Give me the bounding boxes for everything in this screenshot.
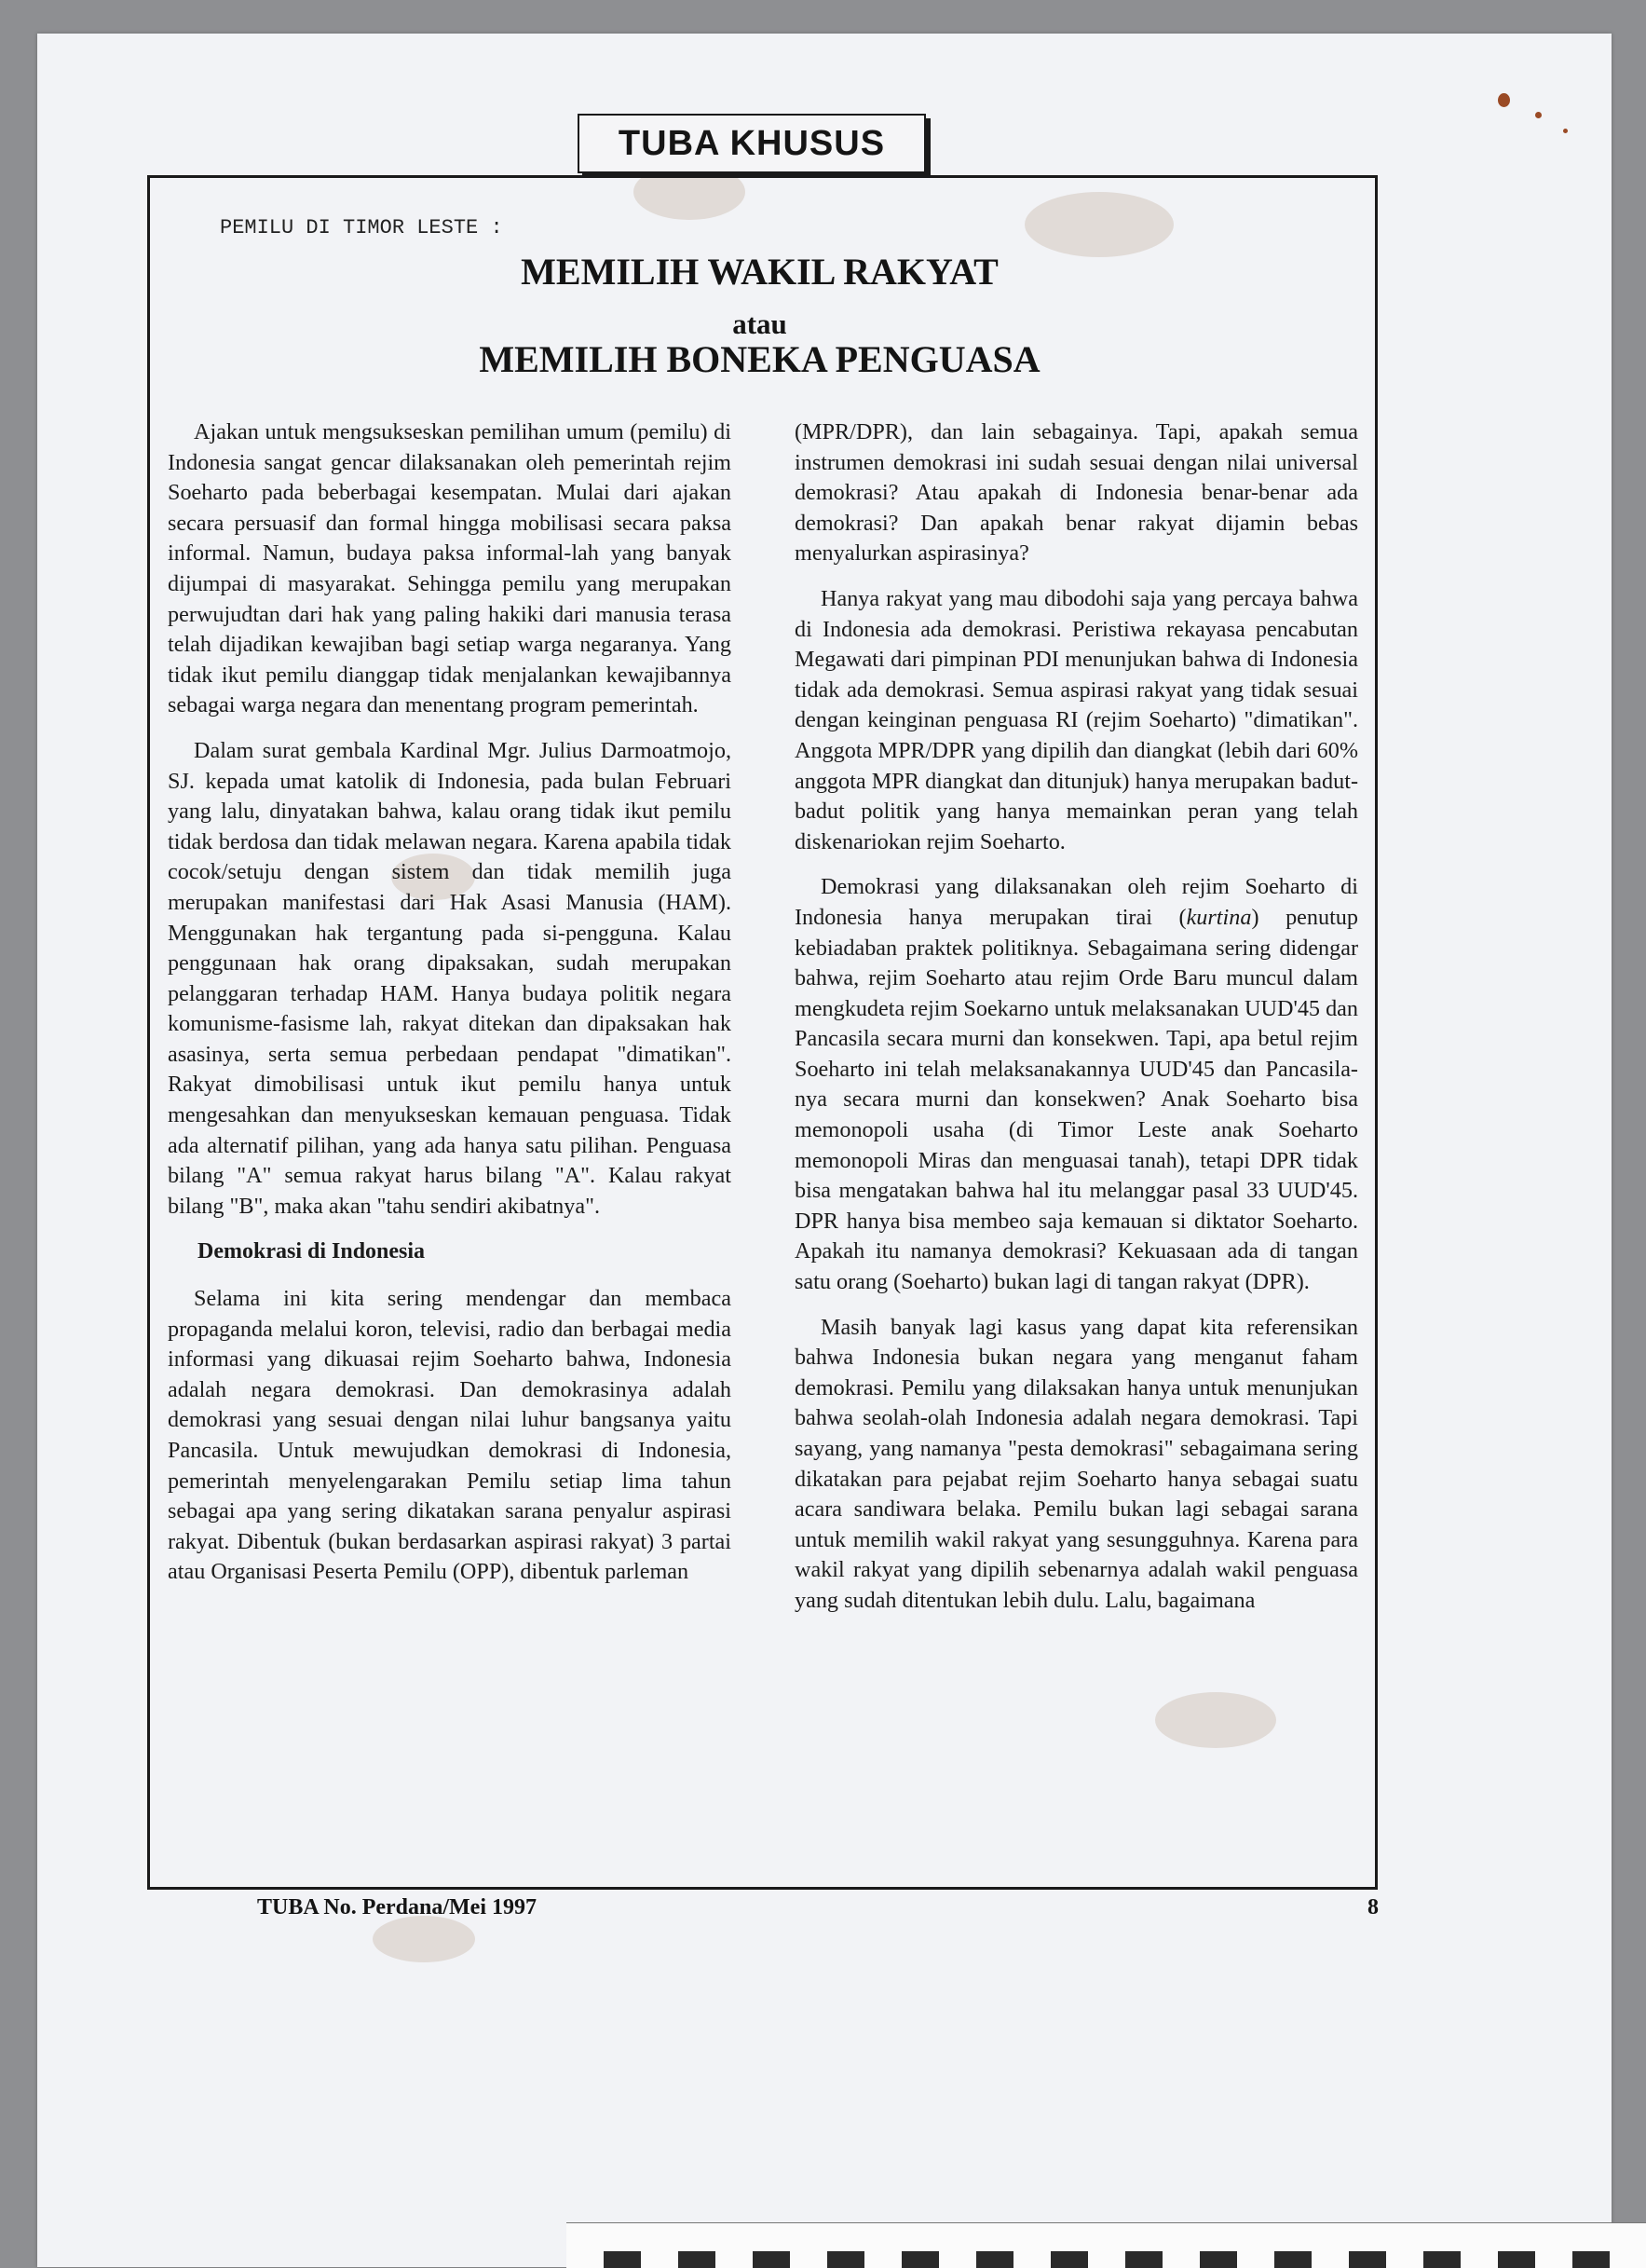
headline-line-1: MEMILIH WAKIL RAKYAT bbox=[521, 251, 999, 293]
ink-spot bbox=[1563, 129, 1568, 133]
paragraph: Selama ini kita sering mendengar dan membaca propaganda melalui koron, televisi, radio dan berbagai media informasi yang dikuasai rejim Soeharto bahwa, Indonesia adalah negara demokrasi. Dan demokrasinya adalah demokrasi yang sesuai dengan nilai luhur bangsanya yaitu Pancasila. Untuk mewujudkan demokrasi di Indonesia, pemerintah menyelengarakan Pemilu setiap lima tahun sebagai apa yang sering dikatakan sarana penyalur aspirasi rakyat. Dibentuk (bukan berdasarkan aspirasi rakyat) 3 partai atau Organisasi Peserta Pemilu (OPP), dibentuk parleman bbox=[168, 1286, 731, 1585]
paragraph: Ajakan untuk mengsukseskan pemilihan umum (pemilu) di Indonesia sangat gencar dilaksanakan oleh pemerintah rejim Soeharto pada beberbagai kesempatan. Mulai dari ajakan secara persuasif dan formal hingga mobilisasi secara paksa informal. Namun, budaya paksa informal-lah yang banyak dijumpai di masyarakat. Sehingga pemilu yang merupakan perwujudtan dari hak yang paling hakiki dari manusia terasa telah dijadikan kewajiban bagi setiap warga negaranya. Yang tidak ikut pemilu dianggap tidak menjalankan kewajibannya sebagai warga negara dan menentang program pemerintah. bbox=[168, 419, 731, 718]
paragraph: Dalam surat gembala Kardinal Mgr. Julius Darmoatmojo, SJ. kepada umat katolik di Indonesia, pada bulan Februari yang lalu, dinyatakan bahwa, kalau orang tidak ikut pemilu tidak berdosa dan tidak melawan negara. Karena apabila tidak cocok/setuju dengan sistem dan tidak memilih juga merupakan manifestasi dari Hak Asasi Manusia (HAM). Menggunakan hak tergantung pada si-pengguna. Kalau penggunaan hak orang dipaksakan, sudah merupakan pelanggaran terhadap HAM. Hanya budaya politik negara komunisme-fasisme lah, rakyat ditekan dan dipaksakan hak asasinya, serta semua perbedaan pendapat "dimatikan". Rakyat dimobilisasi untuk ikut pemilu hanya untuk mengesahkan dan menyukseskan kemauan penguasa. Tidak ada alternatif pilihan, yang ada hanya satu pilihan. Penguasa bilang "A" semua rakyat harus bilang "A". Kalau rakyat bilang "B", maka akan "tahu sendiri akibatnya". bbox=[168, 737, 731, 1219]
paragraph-text: Demokrasi yang dilaksanakan oleh rejim Soeharto di Indonesia hanya merupakan tirai ( bbox=[795, 874, 1358, 930]
article-kicker: PEMILU DI TIMOR LESTE : bbox=[220, 216, 503, 239]
headline-line-2: atau bbox=[732, 307, 787, 340]
page-number: 8 bbox=[1367, 1895, 1379, 1920]
issue-footer: TUBA No. Perdana/Mei 1997 bbox=[257, 1895, 537, 1920]
ink-spot bbox=[1535, 112, 1542, 118]
italic-term: kurtina bbox=[1186, 904, 1252, 930]
scale-ruler bbox=[566, 2222, 1646, 2268]
paragraph: (MPR/DPR), dan lain sebagainya. Tapi, apakah semua instrumen demokrasi ini sudah sesuai dengan nilai universal demokrasi? Atau apakah di Indonesia benar-benar ada demokrasi? Dan apakah benar rakyat dijamin bebas menyalurkan aspirasinya? bbox=[795, 419, 1358, 567]
paragraph-text: ) penutup kebiadaban praktek politiknya. Sebagaimana sering didengar bahwa, rejim Soeharto atau rejim Orde Baru muncul dalam mengkudeta rejim Soekarno untuk melaksanakan UUD'45 dan Pancasila secara murni dan konsekwen. Tapi, apa betul rejim Soeharto ini telah melaksanakannya UUD'45 dan Pancasila-nya secara murni dan konsekwen? Anak Soeharto bisa memonopoli usaha (di Timor Leste anak Soeharto memonopoli Miras dan menguasai tanah), tetapi DPR tidak bisa mengatakan bahwa hal itu melanggar pasal 33 UUD'45. DPR hanya bisa membeo saja kemauan si diktator Soeharto. Apakah itu namanya demokrasi? Kekuasaan ada di tangan satu orang (Soeharto) bukan lagi di tangan rakyat (DPR). bbox=[795, 904, 1358, 1295]
paragraph: Masih banyak lagi kasus yang dapat kita referensikan bahwa Indonesia bukan negara yang menganut faham demokrasi. Pemilu yang dilaksakan hanya untuk menunjukan bahwa seolah-olah Indonesia adalah negara demokrasi. Tapi sayang, yang namanya "pesta demokrasi" sebagaimana sering dikatakan para pejabat rejim Soeharto hanya sebagai suatu acara sandiwara belaka. Pemilu bukan lagi sebagai sarana untuk memilih wakil rakyat yang sesungguhnya. Karena para wakil rakyat yang dipilih sebenarnya adalah wakil penguasa yang sudah ditentukan lebih dulu. Lalu, bagaimana bbox=[795, 1314, 1358, 1613]
left-column bbox=[168, 417, 731, 1603]
subheading: Demokrasi di Indonesia bbox=[197, 1239, 426, 1264]
headline-line-3: MEMILIH BONEKA PENGUASA bbox=[479, 338, 1041, 380]
paragraph: Hanya rakyat yang mau dibodohi saja yang percaya bahwa di Indonesia ada demokrasi. Peristiwa rekayasa pencabutan Megawati dari pimpinan PDI menunjukan bahwa di Indonesia tidak ada demokrasi. Semua aspirasi rakyat yang tidak sesuai dengan keinginan penguasa RI (rejim Soeharto) "dimatikan". Anggota MPR/DPR yang dipilih dan diangkat (lebih dari 60% anggota MPR diangkat dan ditunjuk) hanya merupakan badut-badut politik yang hanya memainkan peran yang telah diskenariokan rejim Soeharto. bbox=[795, 585, 1358, 854]
stain-mark bbox=[373, 1916, 475, 1962]
right-column bbox=[795, 417, 1358, 1632]
paragraph bbox=[795, 872, 1358, 1297]
section-label: TUBA KHUSUS bbox=[578, 114, 926, 173]
ink-spot bbox=[1498, 93, 1510, 107]
